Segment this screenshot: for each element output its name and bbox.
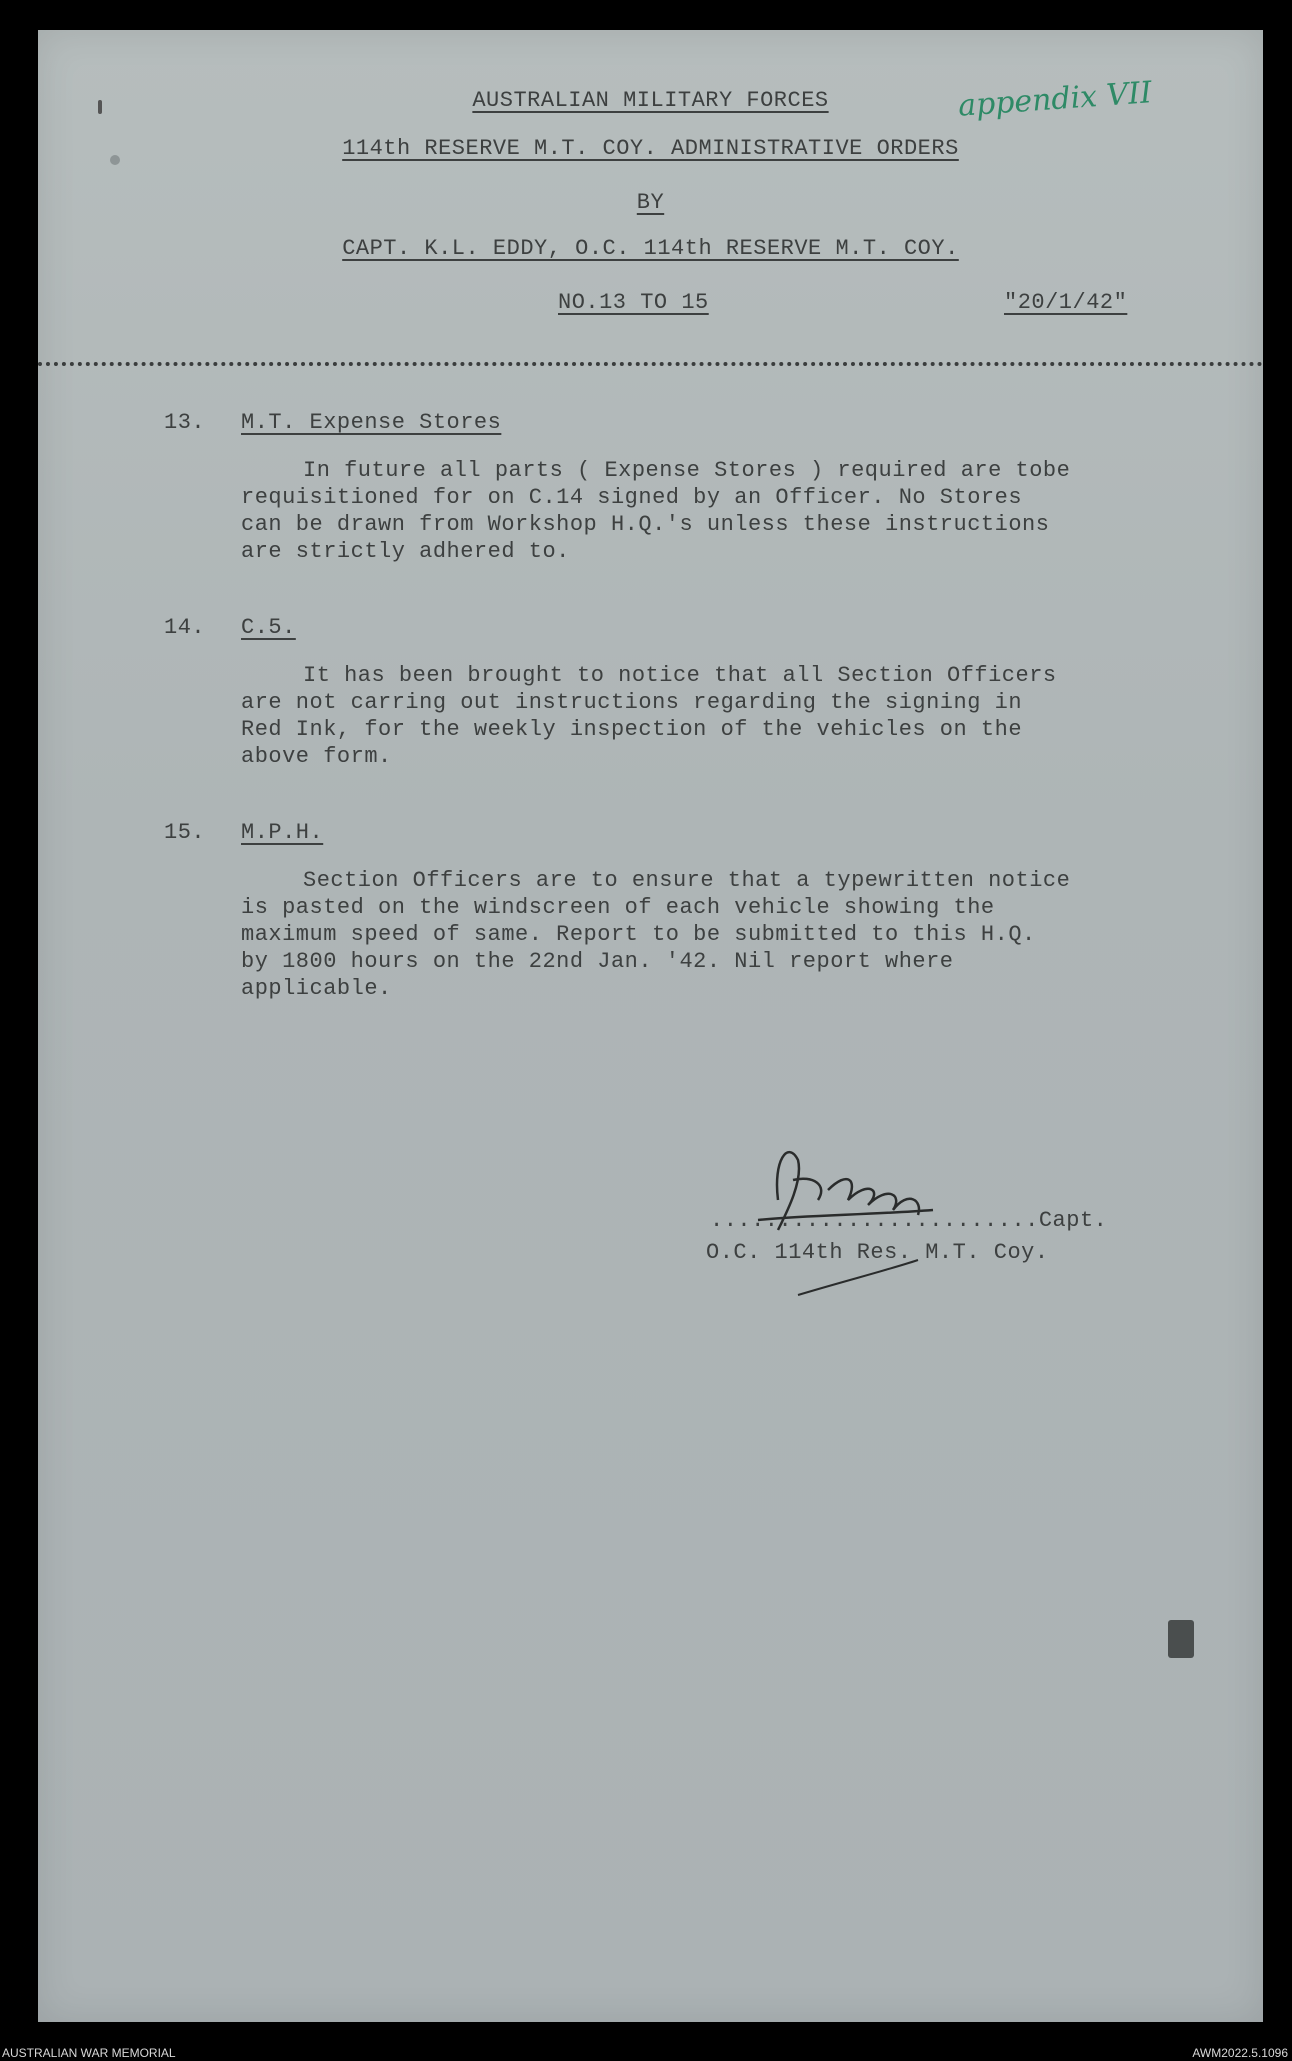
header-line-3: BY: [636, 190, 665, 215]
order-13-line-4: are strictly adhered to.: [241, 539, 570, 564]
handwritten-annotation: appendix VII: [957, 75, 1153, 124]
order-13-line-2: requisitioned for on C.14 signed by an Officer. No Stores: [241, 485, 1023, 510]
header-line-2: 114th RESERVE M.T. COY. ADMINISTRATIVE ORDERS: [342, 136, 959, 161]
signature-dots-line: ........................Capt.: [710, 1208, 1108, 1233]
footer-right: AWM2022.5.1096: [1192, 2046, 1288, 2060]
order-numbers: NO.13 TO 15: [558, 290, 709, 315]
order-date: "20/1/42": [1004, 290, 1128, 315]
order-15-line-4: by 1800 hours on the 22nd Jan. '42. Nil report where: [241, 949, 954, 974]
order-15-line-3: maximum speed of same. Report to be submitted to this H.Q.: [241, 922, 1036, 947]
punch-mark: [110, 155, 120, 165]
order-15-number: 15.: [164, 820, 206, 845]
order-14-line-3: Red Ink, for the weekly inspection of the vehicles on the: [241, 717, 1023, 742]
order-15-line-2: is pasted on the windscreen of each vehicle showing the: [241, 895, 995, 920]
document-page: [38, 30, 1263, 2022]
order-14-line-2: are not carring out instructions regarding the signing in: [241, 690, 1023, 715]
order-14-title: C.5.: [241, 615, 296, 640]
order-13-number: 13.: [164, 410, 206, 435]
header-line-1: AUSTRALIAN MILITARY FORCES: [472, 88, 829, 113]
dotted-separator: [38, 362, 1263, 366]
order-13-line-3: can be drawn from Workshop H.Q.'s unless these instructions: [241, 512, 1050, 537]
paper-mark: [98, 100, 102, 114]
order-14-number: 14.: [164, 615, 206, 640]
footer-left: AUSTRALIAN WAR MEMORIAL: [2, 2046, 176, 2060]
header-line-4: CAPT. K.L. EDDY, O.C. 114th RESERVE M.T. COY.: [342, 236, 959, 261]
signature-title: O.C. 114th Res. M.T. Coy.: [706, 1240, 1049, 1265]
order-15-title: M.P.H.: [241, 820, 324, 845]
order-14-line-1: It has been brought to notice that all Section Officers: [303, 663, 1057, 688]
order-14-line-4: above form.: [241, 744, 392, 769]
order-15-line-5: applicable.: [241, 976, 392, 1001]
order-13-title: M.T. Expense Stores: [241, 410, 502, 435]
ink-stain: [1168, 1620, 1194, 1658]
order-15-line-1: Section Officers are to ensure that a typewritten notice: [303, 868, 1071, 893]
order-13-line-1: In future all parts ( Expense Stores ) required are tobe: [303, 458, 1071, 483]
